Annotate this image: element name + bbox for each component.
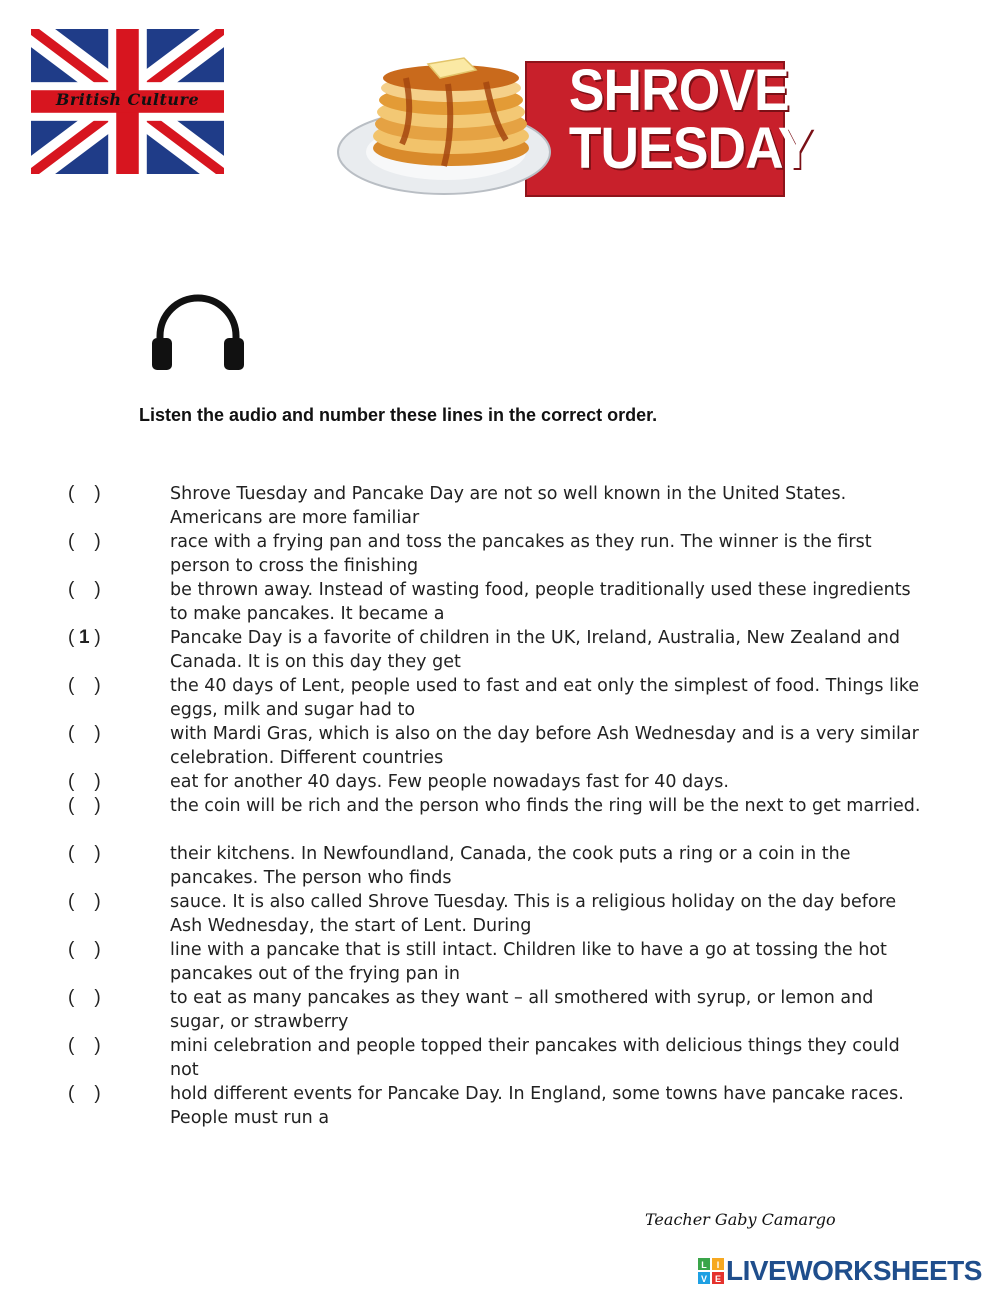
line-text: Shrove Tuesday and Pancake Day are not so well known in the United States. Americans are more familiar [170, 484, 847, 528]
order-number-box[interactable]: ( ) [68, 795, 101, 816]
teacher-signature: Teacher Gaby Camargo [645, 1210, 836, 1229]
order-number-box[interactable]: ( ) [68, 891, 101, 912]
order-number-box[interactable]: ( 1 ) [68, 627, 101, 648]
headphones-icon[interactable] [148, 288, 248, 374]
order-number-box[interactable]: ( ) [68, 939, 101, 960]
order-number-box[interactable]: ( ) [68, 723, 101, 744]
order-number-box[interactable]: ( ) [68, 771, 101, 792]
line-text: the 40 days of Lent, people used to fast and eat only the simplest of food. Things like eggs, milk and sugar had to [170, 676, 920, 720]
banner-title-line1: SHROVE [568, 58, 789, 123]
order-number-box[interactable]: ( ) [68, 1035, 101, 1056]
line-text: line with a pancake that is still intact. Children like to have a go at tossing the hot pancakes out of the frying pan in [170, 940, 887, 984]
line-text: the coin will be rich and the person who finds the ring will be the next to get married. [170, 796, 921, 816]
line-text: their kitchens. In Newfoundland, Canada, the cook puts a ring or a coin in the pancakes. The person who finds [170, 844, 851, 888]
order-number-box[interactable]: ( ) [68, 483, 101, 504]
flag-caption: British Culture [55, 90, 200, 109]
line-text: mini celebration and people topped their pancakes with delicious things they could not [170, 1036, 900, 1080]
line-text: to eat as many pancakes as they want – all smothered with syrup, or lemon and sugar, or strawberry [170, 988, 874, 1032]
svg-text:E: E [714, 1274, 722, 1284]
svg-text:I: I [716, 1260, 720, 1270]
order-number-box[interactable]: ( ) [68, 579, 101, 600]
liveworksheets-logo-icon [698, 1258, 724, 1284]
banner-title [568, 58, 813, 181]
banner-title-line2: TUESDAY [568, 116, 813, 181]
order-number-box[interactable]: ( ) [68, 675, 101, 696]
order-number-box[interactable]: ( ) [68, 843, 101, 864]
order-number-box[interactable]: ( ) [68, 531, 101, 552]
instruction: Listen the audio and number these lines in the correct order. [139, 405, 658, 425]
liveworksheets-brand: LIVEWORKSHEETS [726, 1255, 982, 1286]
line-text: hold different events for Pancake Day. In England, some towns have pancake races. People must run a [170, 1084, 904, 1128]
svg-text:V: V [700, 1274, 708, 1284]
order-number: 1 [79, 627, 90, 648]
line-text: with Mardi Gras, which is also on the day before Ash Wednesday and is a very similar celebration. Different countries [170, 724, 919, 768]
line-text: eat for another 40 days. Few people nowadays fast for 40 days. [170, 772, 729, 792]
svg-text:L: L [701, 1260, 707, 1270]
order-number-box[interactable]: ( ) [68, 987, 101, 1008]
order-number-box[interactable]: ( ) [68, 1083, 101, 1104]
line-text: sauce. It is also called Shrove Tuesday. This is a religious holiday on the day before Ash Wednesday, the start of Lent. During [170, 892, 897, 936]
line-text: race with a frying pan and toss the pancakes as they run. The winner is the first person to cross the finishing [170, 532, 872, 576]
line-text: Pancake Day is a favorite of children in the UK, Ireland, Australia, New Zealand and Canada. It is on this day they get [170, 628, 900, 672]
line-text: be thrown away. Instead of wasting food, people traditionally used these ingredients to make pancakes. It became a [170, 580, 911, 624]
